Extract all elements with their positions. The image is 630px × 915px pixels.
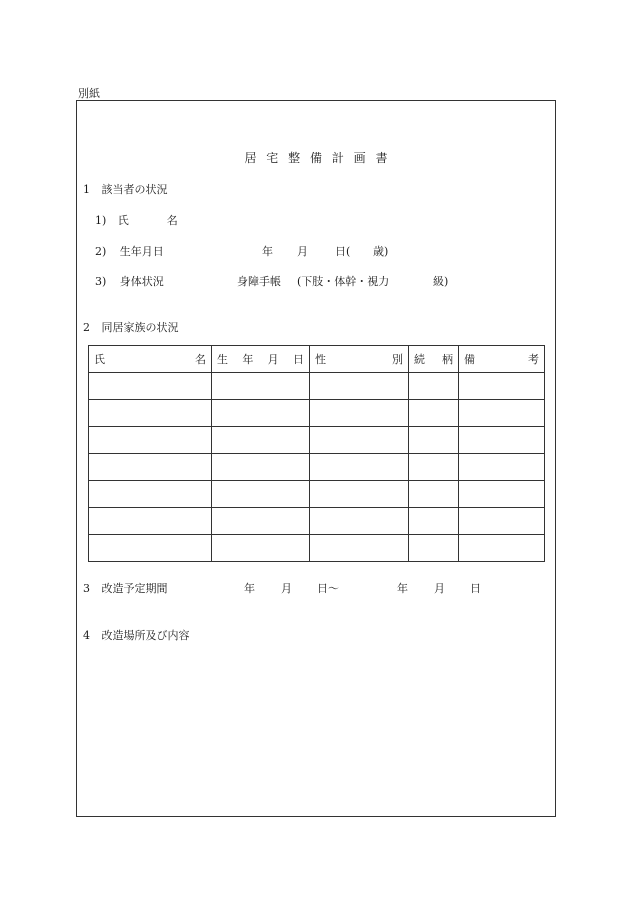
table-cell[interactable] [459,535,545,562]
column-header-birthdate: 生 年 月 日 [212,346,310,373]
title-char: 計 [331,151,344,165]
family-table-header [89,346,545,373]
table-cell[interactable] [409,427,459,454]
column-header-remarks: 備 考 [459,346,545,373]
section4-heading [83,627,190,643]
table-cell[interactable] [459,427,545,454]
form-title [77,149,555,166]
table-row [89,400,545,427]
item3-number: 3) [95,275,107,288]
name-row [95,212,178,228]
column-header-name: 氏 名 [89,346,212,373]
table-cell[interactable] [409,508,459,535]
family-table [88,345,545,562]
table-cell[interactable] [310,481,409,508]
table-cell[interactable] [212,373,310,400]
section4-number: 4 [83,629,90,642]
table-cell[interactable] [89,373,212,400]
table-cell[interactable] [212,427,310,454]
section3-number: 3 [83,582,90,595]
table-row [89,481,545,508]
section2-heading [83,319,179,335]
table-cell[interactable] [459,373,545,400]
table-row [89,454,545,481]
disability-book-label: 身障手帳 [237,275,281,288]
title-char: 居 [244,151,257,165]
table-cell[interactable] [310,454,409,481]
table-cell[interactable] [212,454,310,481]
title-char: 整 [288,151,301,165]
table-cell[interactable] [310,400,409,427]
period-end-month-unit: 月 [434,582,445,595]
physical-row [95,273,164,289]
form-frame [76,100,556,817]
name-label: 氏 名 [117,214,178,227]
period-end-year-unit: 年 [397,582,408,595]
table-row [89,535,545,562]
table-cell[interactable] [409,535,459,562]
section2-title: 同居家族の状況 [101,321,179,334]
table-cell[interactable] [409,454,459,481]
section1-heading [83,181,168,197]
table-cell[interactable] [310,373,409,400]
period-start-day-unit: 日〜 [317,582,339,595]
period-start-month-unit: 月 [281,582,292,595]
birthdate-year-unit: 年 [262,245,273,258]
attachment-label: 別紙 [78,87,100,100]
renovation-details-area[interactable] [83,651,549,811]
title-char: 書 [375,151,388,165]
period-start-year-unit: 年 [244,582,255,595]
table-cell[interactable] [459,508,545,535]
title-char: 画 [353,151,366,165]
table-cell[interactable] [212,400,310,427]
table-cell[interactable] [459,454,545,481]
table-cell[interactable] [310,427,409,454]
physical-label: 身体状況 [119,275,164,288]
birthdate-row [95,243,164,259]
disability-detail: (下肢・体幹・視力 [297,275,390,288]
table-cell[interactable] [409,400,459,427]
column-header-relation: 続 柄 [409,346,459,373]
table-cell[interactable] [459,400,545,427]
section3-title: 改造予定期間 [101,582,168,595]
table-cell[interactable] [212,535,310,562]
table-cell[interactable] [89,508,212,535]
birthdate-label: 生年月日 [119,245,164,258]
section4-title: 改造場所及び内容 [101,629,190,642]
table-cell[interactable] [459,481,545,508]
table-cell[interactable] [89,454,212,481]
birthdate-day-unit: 日( [335,245,351,258]
table-cell[interactable] [310,535,409,562]
section3-heading [83,580,168,596]
disability-grade-unit: 級) [433,275,449,288]
table-cell[interactable] [310,508,409,535]
table-row [89,427,545,454]
table-cell[interactable] [409,373,459,400]
section2-number: 2 [83,321,90,334]
table-cell[interactable] [212,481,310,508]
table-cell[interactable] [89,427,212,454]
section1-title: 該当者の状況 [101,183,168,196]
birthdate-month-unit: 月 [297,245,308,258]
item1-number: 1) [95,214,107,227]
column-header-sex: 性 別 [310,346,409,373]
title-char: 宅 [266,151,279,165]
table-cell[interactable] [409,481,459,508]
table-cell[interactable] [89,535,212,562]
table-row [89,508,545,535]
title-char: 備 [309,151,322,165]
age-unit: 歳) [373,245,389,258]
period-end-day-unit: 日 [470,582,481,595]
table-cell[interactable] [89,481,212,508]
item2-number: 2) [95,245,107,258]
table-row [89,373,545,400]
table-cell[interactable] [89,400,212,427]
section1-number: 1 [83,183,90,196]
table-cell[interactable] [212,508,310,535]
